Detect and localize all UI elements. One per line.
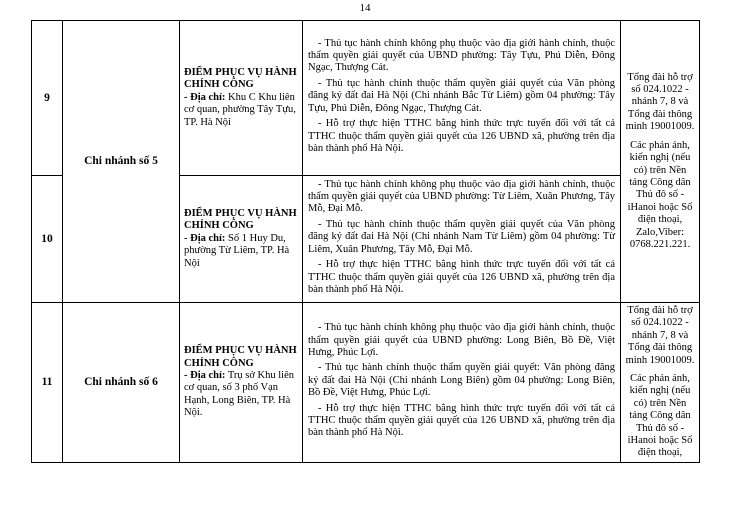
address-title: ĐIỂM PHỤC VỤ HÀNH CHÍNH CÔNG	[184, 66, 297, 91]
procedures-cell	[303, 21, 621, 176]
address-title: ĐIỂM PHỤC VỤ HÀNH CHÍNH CÔNG	[184, 345, 297, 369]
support-feedback: Các phản ánh, kiến nghị (nếu có) trên Nền tảng Công dân Thủ đô số - iHanoi hoặc Số điện thoại,	[627, 373, 693, 459]
procedure-item: - Hỗ trợ thực hiện TTHC bằng hình thức trực tuyến đối với tất cả TTHC thuộc thẩm quyền giải quyết của 126 UBND xã, phường trên địa bàn thành phố Hà Nội.	[308, 259, 615, 295]
branch-name: Chi nhánh số 5	[63, 21, 180, 303]
procedure-item: - Hỗ trợ thực hiện TTHC bằng hình thức trực tuyến đối với tất cả TTHC thuộc thẩm quyền giải quyết của 126 UBND xã, phường trên địa bàn thành phố Hà Nội.	[308, 402, 615, 439]
procedure-item: - Thủ tục hành chính không phụ thuộc vào địa giới hành chính, thuộc thẩm quyền giải quyết của UBND phường: Từ Liêm, Xuân Phương, Tây Mỗ, Đại Mỗ.	[308, 178, 615, 215]
support-cell	[621, 21, 700, 303]
address-text: Số 1 Huy Du, phường Từ Liêm, TP. Hà Nội	[184, 232, 290, 269]
address-title: ĐIỂM PHỤC VỤ HÀNH CHÍNH CÔNG	[184, 207, 297, 232]
procedure-item: - Thủ tục hành chính thuộc thẩm quyền giải quyết của Văn phòng đăng ký đất đai Hà Nội (Chi nhánh Nam Từ Liêm) gồm 04 phường: Từ Liêm, Xuân Phương, Tây Mỗ, Đại Mỗ.	[308, 218, 615, 255]
address-cell	[180, 21, 303, 176]
address-text: Khu C Khu liên cơ quan, phường Tây Tựu, TP. Hà Nội	[184, 91, 296, 128]
address-label: - Địa chỉ:	[184, 232, 226, 244]
procedures-cell	[303, 176, 621, 303]
page-number: 14	[359, 2, 371, 14]
support-hotline: Tổng đài hỗ trợ số 024.1022 - nhánh 7, 8 và Tổng đài thông minh 19001009.	[625, 305, 695, 366]
support-hotline: Tổng đài hỗ trợ số 024.1022 - nhánh 7, 8 và Tổng đài thông minh 19001009.	[625, 71, 695, 133]
row-number: 11	[32, 303, 63, 463]
service-points-table	[31, 20, 700, 463]
row-number: 10	[32, 176, 63, 303]
procedure-item: - Thủ tục hành chính thuộc thẩm quyền giải quyết: Văn phòng đăng ký đất đai Hà Nội (Chi nhánh Long Biên) gồm 04 phường: Long Biên, Bồ Đề, Việt Hưng, Phúc Lợi.	[308, 362, 615, 399]
procedure-item: - Thủ tục hành chính không phụ thuộc vào địa giới hành chính, thuộc thẩm quyền giải quyết của UBND phường: Tây Tựu, Phú Diễn, Đông Ngạc, Thượng Cát.	[308, 37, 615, 74]
address-cell	[180, 303, 303, 463]
procedure-item: - Thủ tục hành chính thuộc thẩm quyền giải quyết của Văn phòng đăng ký đất đai Hà Nội (Chi nhánh Bắc Từ Liêm) gồm 04 phường: Tây Tựu, Phú Diễn, Đông Ngạc, Thượng Cát.	[308, 77, 615, 114]
support-cell	[621, 303, 700, 463]
procedure-item: - Hỗ trợ thực hiện TTHC bằng hình thức trực tuyến đối với tất cả TTHC thuộc thẩm quyền giải quyết của 126 UBND xã, phường trên địa bàn thành phố Hà Nội.	[308, 118, 615, 154]
procedure-item: - Thủ tục hành chính không phụ thuộc vào địa giới hành chính, thuộc thẩm quyền giải quyết của UBND phường: Long Biên, Bồ Đề, Việt Hưng, Phúc Lợi.	[308, 322, 615, 358]
branch-name: Chi nhánh số 6	[63, 303, 180, 463]
address-text: Trụ sở Khu liên cơ quan, số 3 phố Vạn Hạnh, Long Biên, TP. Hà Nội.	[184, 370, 294, 419]
address-label: - Địa chỉ:	[184, 370, 226, 382]
address-cell	[180, 176, 303, 303]
address-label: - Địa chỉ:	[184, 91, 226, 103]
table-row	[32, 21, 700, 176]
row-number: 9	[32, 21, 63, 176]
support-feedback: Các phản ánh, kiến nghị (nếu có) trên Nền tảng Công dân Thủ đô số - iHanoi hoặc Số điện thoại, Zalo,Viber: 0768.221.221.	[627, 139, 693, 250]
procedures-cell	[303, 303, 621, 463]
table-row	[32, 303, 700, 463]
